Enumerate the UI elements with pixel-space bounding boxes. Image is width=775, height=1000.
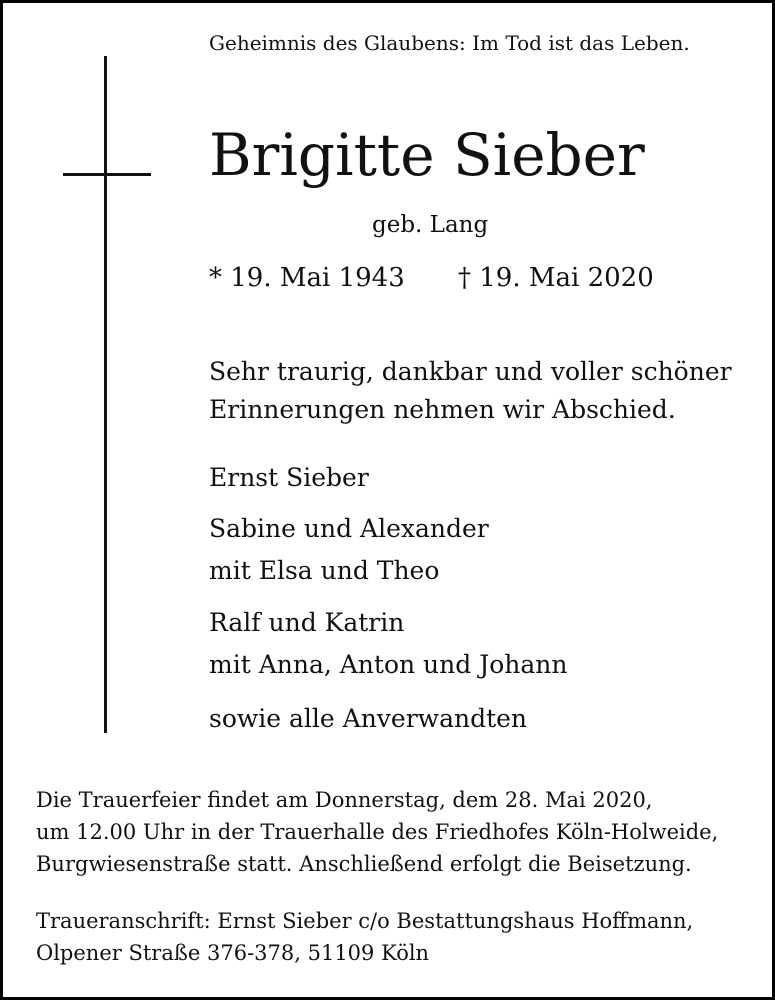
cross-icon-crossbar — [63, 173, 151, 176]
service-info-line: um 12.00 Uhr in der Trauerhalle des Friedhofes Köln-Holweide, — [36, 820, 719, 844]
service-info-line: Die Trauerfeier findet am Donnerstag, dem 28. Mai 2020, — [36, 788, 653, 812]
mourning-address-line: Olpener Straße 376-378, 51109 Köln — [36, 941, 430, 965]
mourner-line: Ernst Sieber — [209, 463, 369, 492]
death-date: † 19. Mai 2020 — [458, 263, 654, 293]
mourner-line: sowie alle Anverwandten — [209, 704, 528, 733]
farewell-line: Sehr traurig, dankbar und voller schöner — [209, 357, 732, 386]
deceased-name: Brigitte Sieber — [209, 121, 645, 189]
mourner-line: mit Anna, Anton und Johann — [209, 650, 568, 679]
faith-motto: Geheimnis des Glaubens: Im Tod ist das Leben. — [209, 31, 690, 55]
mourning-address-line: Traueranschrift: Ernst Sieber c/o Bestattungshaus Hoffmann, — [36, 909, 694, 933]
mourner-line: Ralf und Katrin — [209, 608, 405, 637]
birth-date: * 19. Mai 1943 — [209, 263, 405, 293]
mourner-line: Sabine und Alexander — [209, 514, 489, 543]
maiden-name: geb. Lang — [372, 212, 489, 238]
farewell-line: Erinnerungen nehmen wir Abschied. — [209, 395, 676, 424]
cross-icon — [104, 56, 107, 733]
service-info-line: Burgwiesenstraße statt. Anschließend erfolgt die Beisetzung. — [36, 852, 692, 876]
mourner-line: mit Elsa und Theo — [209, 556, 440, 585]
